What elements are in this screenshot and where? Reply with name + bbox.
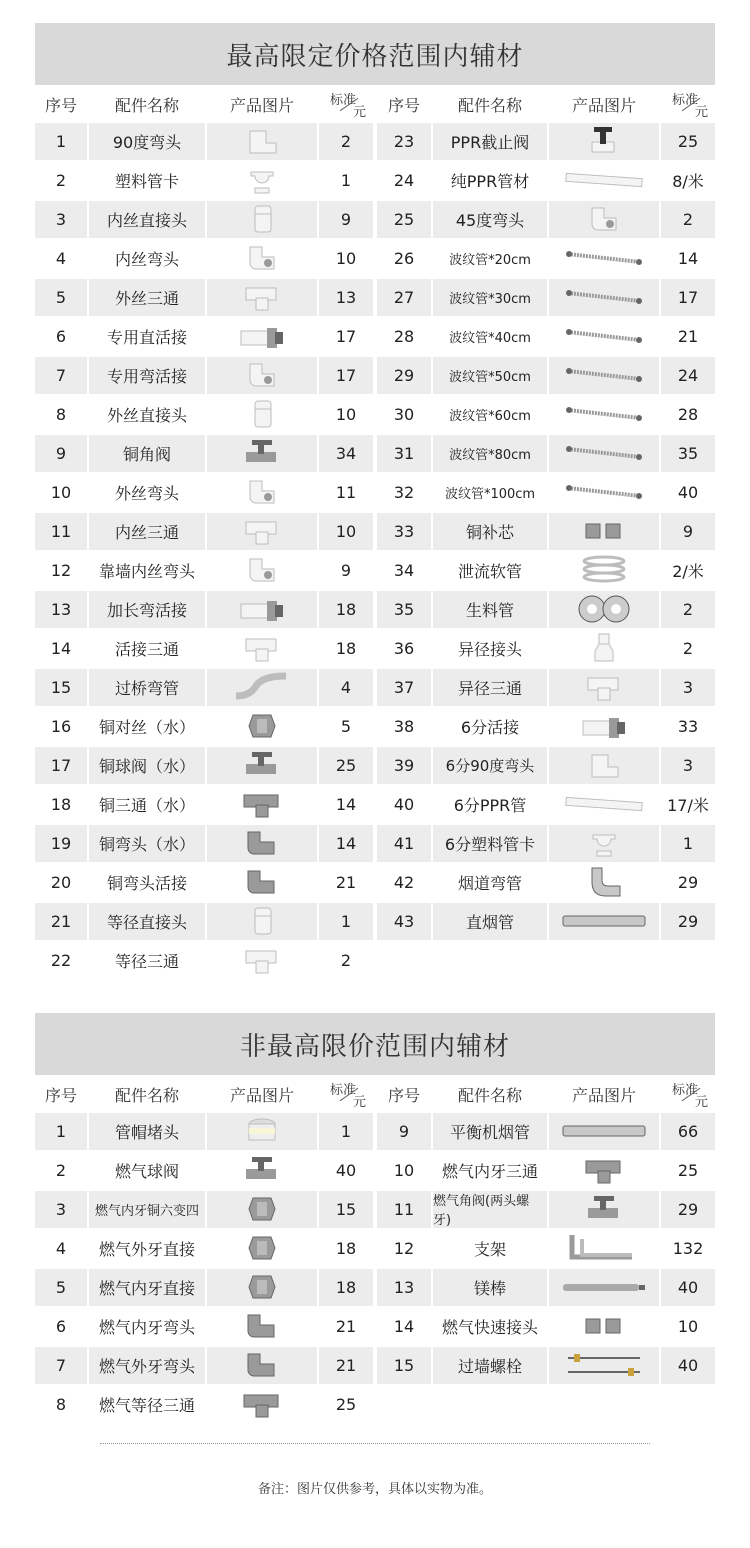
tee-icon [207, 279, 317, 315]
elbow-icon [549, 201, 659, 237]
union-icon [207, 591, 317, 627]
cell-no: 13 [50, 599, 72, 619]
cell-price: 66 [677, 1121, 699, 1141]
cell-no: 5 [55, 1277, 67, 1297]
cell-name: 外丝三通 [114, 288, 179, 308]
cell-price: 34 [335, 443, 357, 463]
cell-name: 90度弯头 [112, 132, 182, 152]
cell-price: 2 [340, 950, 352, 970]
cell-price: 25 [677, 131, 699, 151]
cell-no: 17 [50, 755, 72, 775]
cell-no: 6 [55, 1316, 67, 1336]
hose-icon [549, 240, 659, 276]
cell-no: 35 [393, 599, 415, 619]
cell-no: 27 [393, 287, 415, 307]
elbow-90-icon [549, 747, 659, 783]
cell-price: 4 [340, 677, 352, 697]
cell-price: 40 [335, 1160, 357, 1180]
cell-price: 132 [672, 1238, 704, 1258]
cell-no: 1 [55, 131, 67, 151]
unit-top: 标准 [330, 1083, 357, 1098]
bolt-icon [549, 1347, 659, 1383]
section-title: 非最高限价范围内辅材 [35, 1013, 715, 1075]
cell-no: 30 [393, 404, 415, 424]
cell-name: 铜球阀（水） [98, 756, 195, 776]
cell-price: 10 [335, 521, 357, 541]
header-no: 序号 [387, 1085, 420, 1105]
cell-name: 铜对丝（水） [98, 717, 195, 737]
cell-price: 3 [682, 755, 694, 775]
cell-price: 11 [335, 482, 357, 502]
tee-icon [207, 513, 317, 549]
header-name: 配件名称 [114, 95, 179, 115]
cell-no: 23 [393, 131, 415, 151]
tee-metal-icon [549, 1152, 659, 1188]
header-picture: 产品图片 [571, 95, 636, 115]
nut-pair-icon [549, 513, 659, 549]
header-picture: 产品图片 [229, 1085, 294, 1105]
cell-no: 3 [55, 1199, 67, 1219]
cell-name: 波纹管*50cm [449, 369, 531, 385]
cell-name: 靠墙内丝弯头 [98, 561, 195, 581]
cell-name: 波纹管*20cm [449, 252, 531, 268]
cell-name: 纯PPR管材 [450, 171, 530, 191]
cell-name: 平衡机烟管 [449, 1122, 530, 1142]
valve-icon [207, 435, 317, 471]
cell-price: 9 [682, 521, 694, 541]
cell-name: 等径三通 [114, 951, 179, 971]
footnote: 备注：图片仅供参考，具体以实物为准。 [257, 1482, 492, 1497]
cell-price: 29 [677, 911, 699, 931]
cell-no: 40 [393, 794, 415, 814]
unit-bottom: 元 [694, 1095, 708, 1110]
cell-name: 镁棒 [473, 1278, 506, 1298]
cell-price: 2 [682, 638, 694, 658]
cell-price: 9 [340, 209, 352, 229]
unit-bottom: 元 [352, 1095, 366, 1110]
cell-name: 铜三通（水） [98, 795, 195, 815]
cell-name: 内丝直接头 [106, 210, 187, 230]
header-no: 序号 [44, 95, 77, 115]
cell-price: 21 [335, 1316, 357, 1336]
hose-icon [549, 357, 659, 393]
table-header [35, 85, 715, 123]
cell-name: 燃气等径三通 [98, 1395, 195, 1415]
cell-price: 25 [335, 755, 357, 775]
header-name: 配件名称 [457, 1085, 522, 1105]
cell-price: 10 [335, 404, 357, 424]
cell-name: 燃气内牙铜六变四 [94, 1203, 199, 1219]
cell-name: 铜弯头活接 [106, 873, 187, 893]
cell-no: 10 [50, 482, 72, 502]
cell-no: 28 [393, 326, 415, 346]
cell-price: 21 [677, 326, 699, 346]
cell-no: 7 [55, 365, 67, 385]
cell-price: 1 [340, 1121, 352, 1141]
cell-name: 6分塑料管卡 [444, 834, 536, 854]
cell-name: 燃气外牙直接 [98, 1239, 195, 1259]
cell-no: 33 [393, 521, 415, 541]
cell-name: 燃气球阀 [114, 1161, 179, 1181]
elbow-metal-icon [207, 825, 317, 861]
cell-no: 24 [393, 170, 415, 190]
cell-name: 波纹管*30cm [449, 291, 531, 307]
bridge-icon [207, 669, 317, 705]
cell-price: 2 [340, 131, 352, 151]
header-picture: 产品图片 [229, 95, 294, 115]
cell-name: 波纹管*100cm [444, 486, 536, 502]
cell-price: 15 [335, 1199, 357, 1219]
cell-no: 26 [393, 248, 415, 268]
cell-no: 14 [393, 1316, 415, 1336]
elbow-icon [207, 474, 317, 510]
pipe-icon [549, 162, 659, 198]
tee-icon [549, 669, 659, 705]
cell-name: 烟道弯管 [457, 873, 522, 893]
cell-name: 加长弯活接 [106, 600, 187, 620]
cell-name: 波纹管*40cm [449, 330, 531, 346]
cell-price: 2 [682, 599, 694, 619]
cell-price: 13 [335, 287, 357, 307]
cell-no: 13 [393, 1277, 415, 1297]
cell-name: 管帽堵头 [114, 1122, 179, 1142]
cell-price: 3 [682, 677, 694, 697]
cell-name: 铜角阀 [122, 444, 171, 464]
cell-no: 25 [393, 209, 415, 229]
cell-no: 4 [55, 1238, 67, 1258]
section-non-max-price [35, 1013, 715, 1423]
cell-name: 异径接头 [457, 639, 522, 659]
cell-no: 42 [393, 872, 415, 892]
header-unit [319, 1075, 373, 1113]
cell-name: 6分90度弯头 [445, 756, 535, 775]
hose-icon [549, 318, 659, 354]
clip-icon [207, 162, 317, 198]
nut-icon [207, 1269, 317, 1305]
cell-no: 8 [55, 404, 67, 424]
cell-name: 内丝三通 [114, 522, 179, 542]
cell-no: 8 [55, 1394, 67, 1414]
nut-icon [207, 1230, 317, 1266]
cell-price: 40 [677, 1277, 699, 1297]
coil-icon [549, 552, 659, 588]
tee-metal-icon [207, 786, 317, 822]
flue-elbow-icon [549, 864, 659, 900]
unit-label [324, 1077, 368, 1111]
header-name: 配件名称 [114, 1085, 179, 1105]
cell-price: 1 [340, 911, 352, 931]
cell-name: 6分PPR管 [453, 795, 527, 815]
cell-no: 2 [55, 170, 67, 190]
nut-icon [207, 1191, 317, 1227]
cell-name: 生料管 [465, 600, 514, 620]
cell-no: 41 [393, 833, 415, 853]
cell-name: 直烟管 [465, 912, 514, 932]
cell-name: 过桥弯管 [114, 678, 179, 698]
clip-icon [549, 825, 659, 861]
cell-name: 外丝弯头 [114, 483, 179, 503]
cell-no: 19 [50, 833, 72, 853]
header-unit [319, 85, 373, 123]
cell-no: 34 [393, 560, 415, 580]
cell-name: 活接三通 [114, 639, 179, 659]
cell-price: 5 [340, 716, 352, 736]
cell-no: 39 [393, 755, 415, 775]
section-max-price [35, 23, 715, 983]
cell-no: 37 [393, 677, 415, 697]
cell-no: 22 [50, 950, 72, 970]
cell-no: 1 [55, 1121, 67, 1141]
cell-no: 36 [393, 638, 415, 658]
hose-icon [549, 279, 659, 315]
cell-no: 12 [393, 1238, 415, 1258]
cell-price: 21 [335, 1355, 357, 1375]
cell-price: 29 [677, 1199, 699, 1219]
cell-name: 等径直接头 [106, 912, 187, 932]
cell-no: 15 [50, 677, 72, 697]
cell-name: 专用直活接 [106, 327, 187, 347]
straight-icon [207, 903, 317, 939]
cell-name: 燃气内牙弯头 [98, 1317, 195, 1337]
cell-price: 10 [335, 248, 357, 268]
cell-name: 燃气内牙直接 [98, 1278, 195, 1298]
cell-price: 2 [682, 209, 694, 229]
cell-price: 40 [677, 1355, 699, 1375]
cell-price: 18 [335, 638, 357, 658]
cell-no: 4 [55, 248, 67, 268]
straight-icon [207, 396, 317, 432]
hose-icon [549, 474, 659, 510]
cell-price: 1 [682, 833, 694, 853]
cell-name: 支架 [473, 1239, 506, 1259]
cell-price: 40 [677, 482, 699, 502]
reducer-icon [549, 630, 659, 666]
cell-name: 6分活接 [460, 717, 520, 737]
valve-icon [549, 1191, 659, 1227]
cell-name: 45度弯头 [455, 210, 525, 230]
cell-no: 31 [393, 443, 415, 463]
cell-no: 12 [50, 560, 72, 580]
cell-name: 铜弯头（水） [98, 834, 195, 854]
cell-price: 21 [335, 872, 357, 892]
straight-icon [207, 201, 317, 237]
cell-name: 过墙螺栓 [457, 1356, 522, 1376]
cell-price: 29 [677, 872, 699, 892]
cell-no: 38 [393, 716, 415, 736]
cell-name: 泄流软管 [457, 561, 522, 581]
header-unit [661, 1075, 715, 1113]
unit-label [666, 87, 710, 121]
hose-icon [549, 435, 659, 471]
union-icon [207, 318, 317, 354]
valve-icon [207, 1152, 317, 1188]
cell-price: 14 [335, 833, 357, 853]
cell-name: 专用弯活接 [106, 366, 187, 386]
hose-icon [549, 396, 659, 432]
cell-no: 2 [55, 1160, 67, 1180]
cell-no: 6 [55, 326, 67, 346]
cell-no: 9 [398, 1121, 410, 1141]
cell-price: 18 [335, 1238, 357, 1258]
unit-bottom: 元 [352, 105, 366, 120]
section-title: 最高限定价格范围内辅材 [35, 23, 715, 85]
cell-price: 18 [335, 1277, 357, 1297]
cell-no: 11 [393, 1199, 415, 1219]
cell-price: 17/米 [667, 795, 709, 815]
cell-price: 17 [677, 287, 699, 307]
cell-price: 25 [335, 1394, 357, 1414]
elbow-icon [207, 357, 317, 393]
cell-no: 15 [393, 1355, 415, 1375]
unit-top: 标准 [330, 93, 357, 108]
flue-icon [549, 903, 659, 939]
cell-name: 异径三通 [457, 678, 522, 698]
cell-price: 14 [335, 794, 357, 814]
cell-name: 铜补芯 [465, 522, 514, 542]
elbow-90-icon [207, 123, 317, 159]
elbow-icon [207, 552, 317, 588]
stop-valve-icon [549, 123, 659, 159]
unit-top: 标准 [672, 93, 699, 108]
cell-price: 17 [335, 365, 357, 385]
cell-no: 29 [393, 365, 415, 385]
elbow-icon [207, 240, 317, 276]
elbow-metal-icon [207, 864, 317, 900]
rod-icon [549, 1269, 659, 1305]
cell-name: 塑料管卡 [114, 171, 179, 191]
cell-name: 波纹管*80cm [449, 447, 531, 463]
cell-price: 1 [340, 170, 352, 190]
elbow-metal-icon [207, 1308, 317, 1344]
header-unit [661, 85, 715, 123]
cell-price: 24 [677, 365, 699, 385]
cell-price: 28 [677, 404, 699, 424]
nut-icon [207, 708, 317, 744]
cell-no: 5 [55, 287, 67, 307]
valve-icon [207, 747, 317, 783]
cell-name: 燃气外牙弯头 [98, 1356, 195, 1376]
cell-price: 14 [677, 248, 699, 268]
cell-no: 7 [55, 1355, 67, 1375]
unit-top: 标准 [672, 1083, 699, 1098]
cell-price: 8/米 [672, 171, 704, 191]
tee-metal-icon [207, 1386, 317, 1422]
cell-name: 内丝弯头 [114, 249, 179, 269]
tee-icon [207, 630, 317, 666]
cell-no: 3 [55, 209, 67, 229]
unit-label [324, 87, 368, 121]
cell-no: 16 [50, 716, 72, 736]
unit-label [666, 1077, 710, 1111]
cell-price: 17 [335, 326, 357, 346]
cell-price: 18 [335, 599, 357, 619]
cell-price: 9 [340, 560, 352, 580]
cell-price: 35 [677, 443, 699, 463]
elbow-metal-icon [207, 1347, 317, 1383]
tee-icon [207, 942, 317, 978]
cell-name: 燃气内牙三通 [441, 1161, 538, 1181]
cell-no: 11 [50, 521, 72, 541]
cell-price: 33 [677, 716, 699, 736]
cell-no: 18 [50, 794, 72, 814]
header-name: 配件名称 [457, 95, 522, 115]
unit-bottom: 元 [694, 105, 708, 120]
cell-price: 2/米 [672, 561, 704, 581]
union-icon [549, 708, 659, 744]
pipe-icon [549, 786, 659, 822]
cell-name: 燃气快速接头 [441, 1317, 538, 1337]
flue-icon [549, 1113, 659, 1149]
header-no: 序号 [44, 1085, 77, 1105]
header-picture: 产品图片 [571, 1085, 636, 1105]
cell-price: 10 [677, 1316, 699, 1336]
cell-no: 20 [50, 872, 72, 892]
cell-no: 10 [393, 1160, 415, 1180]
cell-name: 外丝直接头 [106, 405, 187, 425]
cell-no: 14 [50, 638, 72, 658]
cell-name: 燃气角阀(两头螺牙) [433, 1194, 530, 1228]
cell-name: 波纹管*60cm [449, 408, 531, 424]
tape-icon [549, 591, 659, 627]
table-header [35, 1075, 715, 1113]
cell-no: 43 [393, 911, 415, 931]
header-no: 序号 [387, 95, 420, 115]
cell-price: 25 [677, 1160, 699, 1180]
divider [100, 1443, 650, 1444]
bracket-icon [549, 1230, 659, 1266]
cell-no: 21 [50, 911, 72, 931]
cell-name: PPR截止阀 [450, 132, 530, 152]
cell-no: 32 [393, 482, 415, 502]
cap-icon [207, 1113, 317, 1149]
cell-no: 9 [55, 443, 67, 463]
nut-pair-icon [549, 1308, 659, 1344]
